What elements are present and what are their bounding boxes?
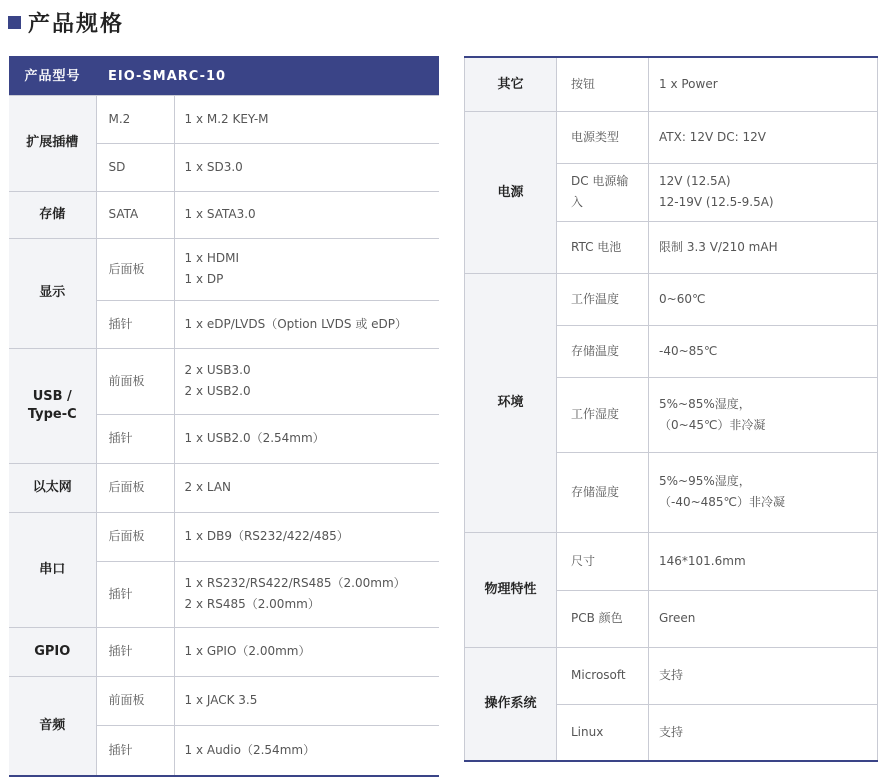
category-cell: 操作系统 [465, 647, 557, 761]
value-line: 支持 [659, 724, 684, 739]
heading-title: 产品规格 [28, 11, 125, 37]
table-row [9, 627, 439, 676]
value-line: 1 x Power [659, 76, 718, 91]
value-line: （-40~485℃）非冷凝 [659, 495, 786, 509]
category-cell: 以太网 [9, 463, 96, 512]
value-line: 1 x RS232/RS422/RS485（2.00mm） [184, 576, 406, 590]
category-cell: 音频 [9, 676, 96, 776]
category-cell: 存储 [9, 191, 96, 238]
value-line: 1 x SATA3.0 [184, 207, 256, 221]
value-line: 1 x eDP/LVDS（Option LVDS 或 eDP） [184, 316, 407, 331]
subcategory-cell: M.2 [96, 95, 174, 143]
value-cell [649, 647, 878, 704]
category-cell: 电源 [465, 111, 557, 273]
value-line: （0~45℃）非冷凝 [659, 417, 766, 432]
value-cell [649, 273, 878, 325]
subcategory-cell: 插针 [96, 725, 174, 776]
table-row [465, 273, 878, 325]
subcategory-cell: 按钮 [557, 57, 649, 111]
value-line: 5%~85%湿度， [659, 396, 751, 411]
value-cell [174, 143, 439, 191]
value-cell [649, 221, 878, 273]
subcategory-cell: RTC 电池 [557, 221, 649, 273]
category-cell: 串口 [9, 512, 96, 627]
value-cell [174, 300, 439, 348]
category-cell: 其它 [465, 57, 557, 111]
subcategory-cell: SATA [96, 191, 174, 238]
category-cell: GPIO [9, 627, 96, 676]
spec-table-right [464, 56, 878, 762]
subcategory-cell: PCB 颜色 [557, 590, 649, 647]
value-cell [174, 414, 439, 463]
subcategory-cell: 插针 [96, 561, 174, 627]
spec-table-left [9, 56, 439, 777]
value-line: 限制 3.3 V/210 mAH [659, 239, 778, 254]
subcategory-cell: 尺寸 [557, 532, 649, 590]
value-cell [649, 452, 878, 532]
value-cell [174, 95, 439, 143]
table-row [465, 57, 878, 111]
value-cell [649, 590, 878, 647]
value-cell [174, 191, 439, 238]
subcategory-cell: 前面板 [96, 676, 174, 725]
category-cell [9, 348, 96, 463]
value-line: 支持 [659, 668, 684, 682]
subcategory-cell: Microsoft [557, 647, 649, 704]
value-line: Type-C [27, 406, 77, 422]
subcategory-cell: 后面板 [96, 238, 174, 300]
table-row [9, 191, 439, 238]
subcategory-cell: 前面板 [96, 348, 174, 414]
value-line: 12V (12.5A) [659, 174, 731, 188]
subcategory-cell: 插针 [96, 300, 174, 348]
subcategory-cell: 存储温度 [557, 325, 649, 377]
category-cell: 显示 [9, 238, 96, 348]
value-line: 2 x RS485（2.00mm） [184, 597, 320, 611]
value-cell [174, 561, 439, 627]
table-header-row [9, 57, 439, 95]
value-line: USB / [32, 388, 72, 404]
subcategory-cell: 工作湿度 [557, 377, 649, 452]
value-line: 1 x DB9（RS232/422/485） [184, 529, 349, 543]
value-line: 1 x Audio（2.54mm） [184, 742, 316, 757]
value-cell [649, 532, 878, 590]
subcategory-cell: DC 电源输入 [557, 163, 649, 221]
value-cell [649, 704, 878, 761]
value-line: 1 x HDMI [184, 251, 240, 265]
value-cell [174, 676, 439, 725]
value-line: 5%~95%湿度， [659, 474, 751, 488]
value-line: -40~85℃ [659, 343, 718, 358]
table-row [9, 95, 439, 143]
section-heading [8, 6, 124, 38]
value-line: ATX: 12V DC: 12V [659, 129, 766, 144]
value-line: 2 x USB3.0 [184, 363, 251, 377]
value-cell [174, 463, 439, 512]
value-line: 1 x JACK 3.5 [184, 693, 258, 707]
subcategory-cell: 插针 [96, 414, 174, 463]
table-row [465, 532, 878, 590]
subcategory-cell: 电源类型 [557, 111, 649, 163]
subcategory-cell: 插针 [96, 627, 174, 676]
subcategory-cell: Linux [557, 704, 649, 761]
subcategory-cell: 后面板 [96, 512, 174, 561]
table-row [9, 512, 439, 561]
table-row [9, 463, 439, 512]
value-cell [649, 325, 878, 377]
value-line: 2 x USB2.0 [184, 384, 251, 398]
subcategory-cell: 工作温度 [557, 273, 649, 325]
category-cell: 扩展插槽 [9, 95, 96, 191]
value-cell [174, 348, 439, 414]
value-line: 12-19V (12.5-9.5A) [659, 195, 774, 209]
value-line: 1 x M.2 KEY-M [184, 111, 269, 126]
value-line: Green [659, 611, 696, 625]
table-row [9, 238, 439, 300]
subcategory-cell: 存储湿度 [557, 452, 649, 532]
value-cell [174, 238, 439, 300]
table-row [9, 676, 439, 725]
category-cell: 物理特性 [465, 532, 557, 647]
table-row [465, 647, 878, 704]
table-row [9, 348, 439, 414]
heading-square-icon [8, 16, 21, 29]
category-cell: 环境 [465, 273, 557, 532]
value-line: 146*101.6mm [659, 553, 746, 568]
value-line: 0~60℃ [659, 291, 706, 306]
value-line: 1 x GPIO（2.00mm） [184, 644, 311, 658]
header-label: 产品型号 [9, 57, 96, 95]
subcategory-cell: 后面板 [96, 463, 174, 512]
value-cell [174, 627, 439, 676]
value-line: 1 x USB2.0（2.54mm） [184, 431, 325, 445]
value-line: 1 x SD3.0 [184, 159, 243, 174]
table-row [465, 111, 878, 163]
header-model: EIO-SMARC-10 [96, 57, 439, 95]
value-cell [174, 512, 439, 561]
value-cell [649, 111, 878, 163]
value-line: 1 x DP [184, 272, 224, 286]
value-line: 2 x LAN [184, 480, 232, 494]
value-cell [649, 57, 878, 111]
value-cell [649, 163, 878, 221]
subcategory-cell: SD [96, 143, 174, 191]
value-cell [649, 377, 878, 452]
value-cell [174, 725, 439, 776]
